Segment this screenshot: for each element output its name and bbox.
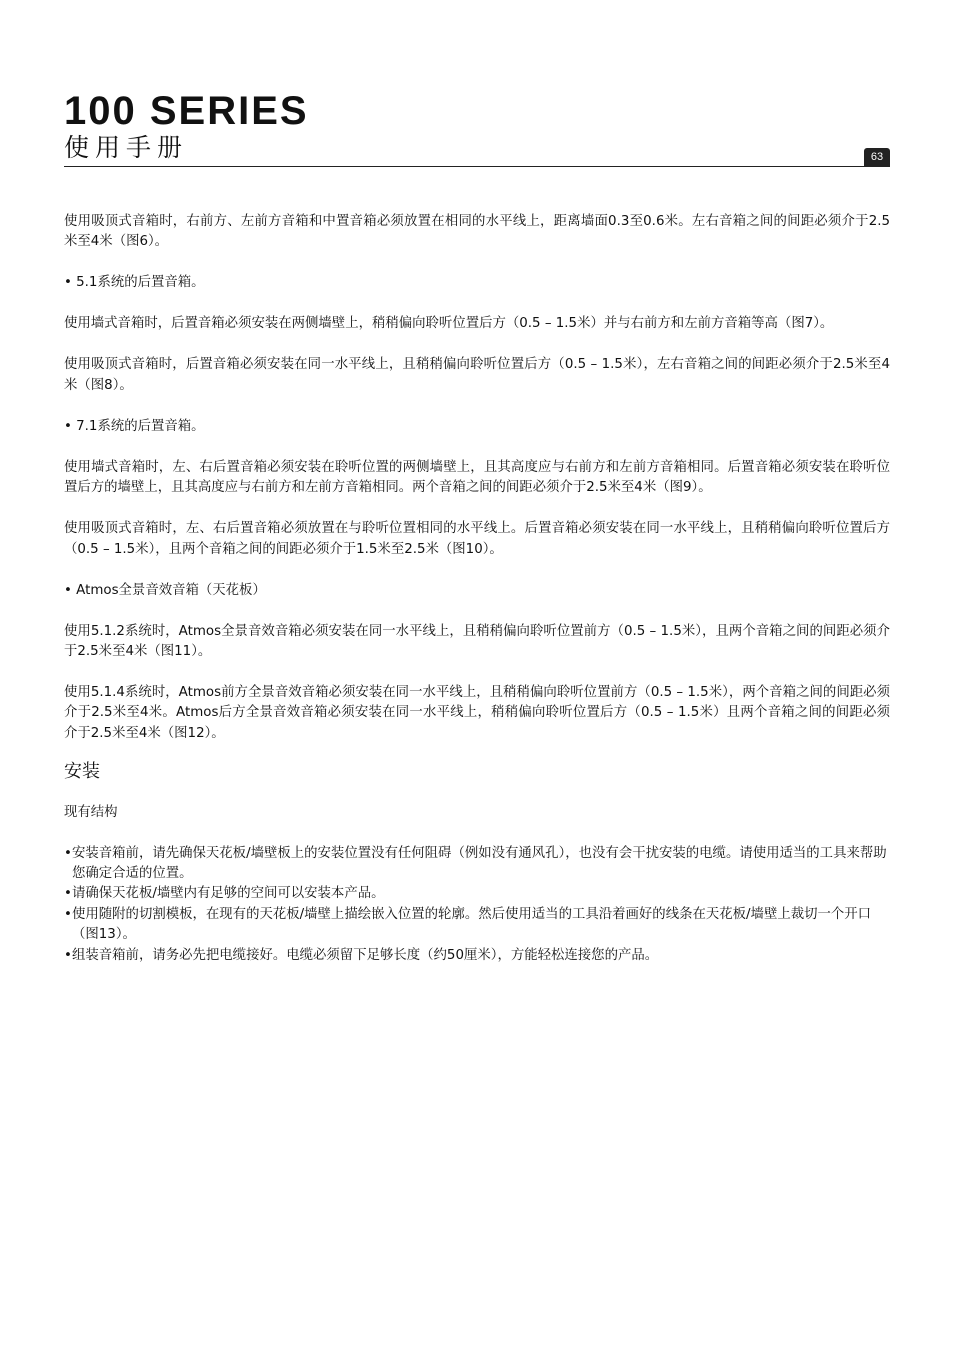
manual-subtitle: 使用手册 <box>64 133 189 162</box>
bullet-dot: • <box>64 906 72 922</box>
list-item <box>64 905 890 946</box>
header-divider <box>64 166 890 167</box>
list-item-text: 安装音箱前，请先确保天花板/墙壁板上的安装位置没有任何阻碍（例如没有通风孔），也没有会干扰安装的电缆。请使用适当的工具来帮助您确定合适的位置。 <box>72 845 887 882</box>
bullet-71-rear: • 7.1系统的后置音箱。 <box>64 418 205 434</box>
list-item-text: 组装音箱前，请务必先把电缆接好。电缆必须留下足够长度（约50厘米），方能轻松连接您的产品。 <box>72 947 659 963</box>
page-header <box>64 90 890 163</box>
paragraph-ceiling-front: 使用吸顶式音箱时，右前方、左前方音箱和中置音箱必须放置在相同的水平线上，距离墙面0.3至0.6米。左右音箱之间的间距必须介于2.5米至4米（图6）。 <box>64 214 890 250</box>
list-item <box>64 884 890 904</box>
bullet-dot: • <box>64 845 72 861</box>
list-item-text: 使用随附的切割模板，在现有的天花板/墙壁上描绘嵌入位置的轮廓。然后使用适当的工具沿着画好的线条在天花板/墙壁上裁切一个开口（图13）。 <box>72 906 872 943</box>
main-content <box>64 212 890 966</box>
bullet-atmos: • Atmos全景音效音箱（天花板） <box>64 582 266 598</box>
page-number-badge: 63 <box>864 148 890 166</box>
section-heading-install: 安装 <box>64 761 100 783</box>
subheading-existing-structure: 现有结构 <box>64 805 118 821</box>
paragraph-atmos-514: 使用5.1.4系统时，Atmos前方全景音效音箱必须安装在同一水平线上，且稍稍偏向聆听位置前方（0.5 – 1.5米），两个音箱之间的间距必须介于2.5米至4米。Atmos后方全景音效音箱必须安装在同一水平线上，稍稍偏向聆听位置后方（0.5 – 1.5米）且两个音箱之间的间距必须介于2.5米至4米（图12）。 <box>64 685 890 741</box>
paragraph-ceiling-rear-71: 使用吸顶式音箱时，左、右后置音箱必须放置在与聆听位置相同的水平线上。后置音箱必须安装在同一水平线上，且稍稍偏向聆听位置后方（0.5 – 1.5米），且两个音箱之间的间距必须介于1.5米至2.5米（图10）。 <box>64 521 890 557</box>
bullet-51-rear: • 5.1系统的后置音箱。 <box>64 275 205 291</box>
bullet-dot: • <box>64 886 72 902</box>
series-title: 100 SERIES <box>64 89 309 133</box>
paragraph-wall-rear-51: 使用墙式音箱时，后置音箱必须安装在两侧墙壁上，稍稍偏向聆听位置后方（0.5 – 1.5米）并与右前方和左前方音箱等高（图7）。 <box>64 316 834 332</box>
list-item <box>64 844 890 885</box>
install-list <box>64 844 890 966</box>
list-item-text: 请确保天花板/墙壁内有足够的空间可以安装本产品。 <box>72 886 385 902</box>
bullet-dot: • <box>64 947 72 963</box>
paragraph-ceiling-rear-51: 使用吸顶式音箱时，后置音箱必须安装在同一水平线上，且稍稍偏向聆听位置后方（0.5 – 1.5米），左右音箱之间的间距必须介于2.5米至4米（图8）。 <box>64 357 890 393</box>
paragraph-wall-rear-71: 使用墙式音箱时，左、右后置音箱必须安装在聆听位置的两侧墙壁上，且其高度应与右前方和左前方音箱相同。后置音箱必须安装在聆听位置后方的墙壁上，且其高度应与右前方和左前方音箱相同。两个音箱之间的间距必须介于2.5米至4米（图9）。 <box>64 459 890 496</box>
paragraph-atmos-512: 使用5.1.2系统时，Atmos全景音效音箱必须安装在同一水平线上，且稍稍偏向聆听位置前方（0.5 – 1.5米），且两个音箱之间的间距必须介于2.5米至4米（图11）。 <box>64 623 890 660</box>
list-item <box>64 946 890 966</box>
